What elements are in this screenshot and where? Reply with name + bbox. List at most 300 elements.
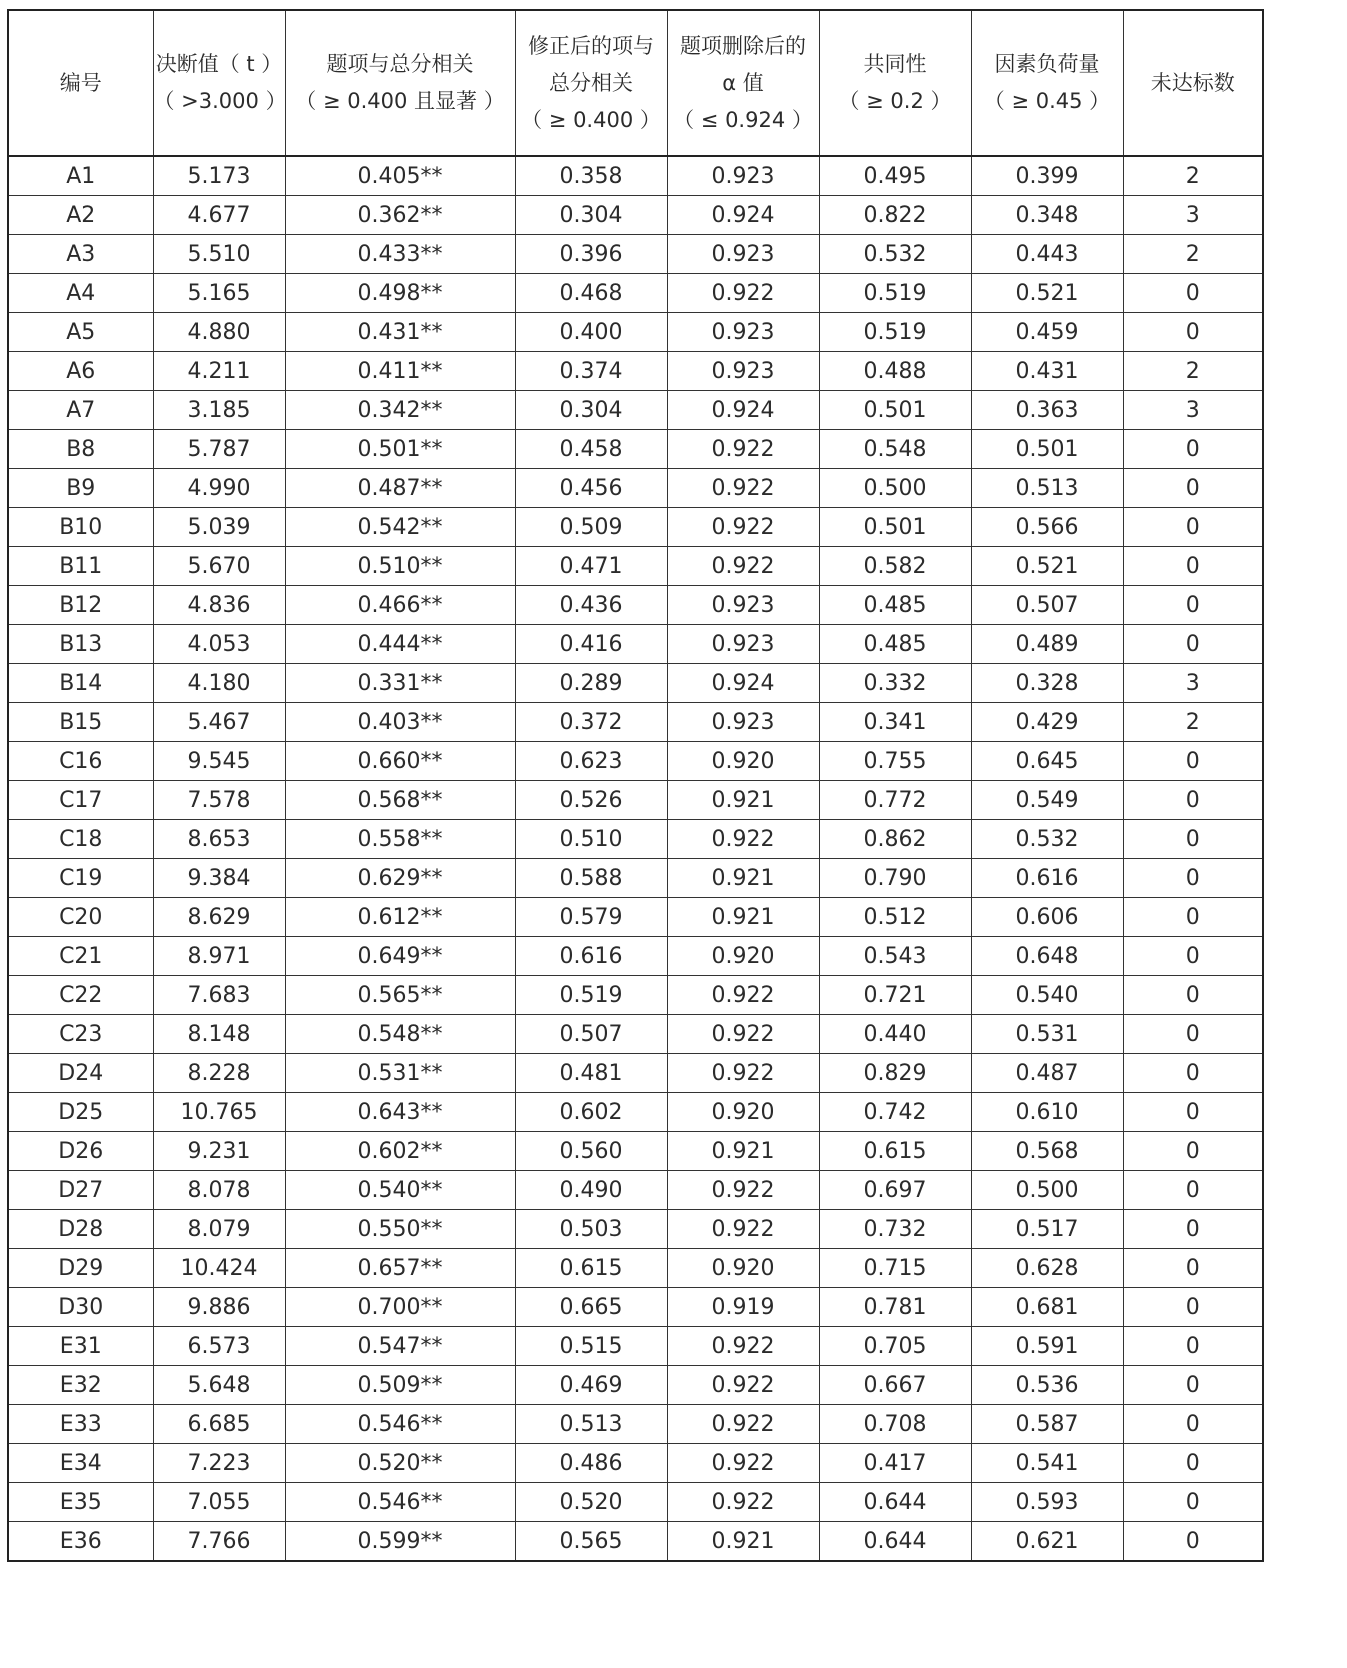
table-cell: 0 <box>1123 898 1263 937</box>
table-cell: 0.489 <box>971 625 1123 664</box>
table-cell: 7.766 <box>153 1522 285 1562</box>
table-cell: 0 <box>1123 469 1263 508</box>
column-header <box>515 10 667 156</box>
table-cell: 5.165 <box>153 274 285 313</box>
table-row <box>8 1132 1263 1171</box>
table-cell: 0.405** <box>285 156 515 196</box>
table-cell: 0.542** <box>285 508 515 547</box>
item-id-cell: D26 <box>8 1132 153 1171</box>
table-cell: 0.922 <box>667 547 819 586</box>
column-header-line: 修正后的项与 <box>528 33 654 58</box>
table-cell: 0 <box>1123 1288 1263 1327</box>
item-id-cell: C19 <box>8 859 153 898</box>
item-id-cell: C17 <box>8 781 153 820</box>
table-cell: 0 <box>1123 1327 1263 1366</box>
table-cell: 4.180 <box>153 664 285 703</box>
column-header-line: 未达标数 <box>1150 70 1235 95</box>
item-id-cell: B13 <box>8 625 153 664</box>
table-cell: 0.332 <box>819 664 971 703</box>
table-cell: 0.922 <box>667 469 819 508</box>
table-cell: 0.501 <box>819 391 971 430</box>
table-cell: 0.520 <box>515 1483 667 1522</box>
table-cell: 0 <box>1123 1132 1263 1171</box>
table-cell: 0.648 <box>971 937 1123 976</box>
item-id-cell: A6 <box>8 352 153 391</box>
table-cell: 0.924 <box>667 196 819 235</box>
table-cell: 0.548** <box>285 1015 515 1054</box>
table-cell: 5.648 <box>153 1366 285 1405</box>
table-cell: 0.565 <box>515 1522 667 1562</box>
table-cell: 0.469 <box>515 1366 667 1405</box>
table-cell: 0.922 <box>667 430 819 469</box>
table-row <box>8 1288 1263 1327</box>
table-cell: 0 <box>1123 1522 1263 1562</box>
table-cell: 0.372 <box>515 703 667 742</box>
table-cell: 0.510** <box>285 547 515 586</box>
table-cell: 0.443 <box>971 235 1123 274</box>
table-cell: 0.513 <box>971 469 1123 508</box>
column-header-line: 因素负荷量 <box>994 52 1100 76</box>
table-cell: 0.459 <box>971 313 1123 352</box>
table-cell: 0 <box>1123 625 1263 664</box>
table-cell: 0.512 <box>819 898 971 937</box>
column-header-line: （ >3.000 ） <box>153 89 287 113</box>
item-id-cell: B10 <box>8 508 153 547</box>
item-id-cell: D27 <box>8 1171 153 1210</box>
table-cell: 4.880 <box>153 313 285 352</box>
table-row <box>8 508 1263 547</box>
table-cell: 0.919 <box>667 1288 819 1327</box>
table-cell: 0.485 <box>819 586 971 625</box>
column-header <box>819 10 971 156</box>
table-cell: 0.509** <box>285 1366 515 1405</box>
table-cell: 2 <box>1123 235 1263 274</box>
table-cell: 0.363 <box>971 391 1123 430</box>
table-cell: 0.579 <box>515 898 667 937</box>
table-cell: 0.541 <box>971 1444 1123 1483</box>
table-cell: 0.615 <box>819 1132 971 1171</box>
table-row <box>8 274 1263 313</box>
table-cell: 0.485 <box>819 625 971 664</box>
table-cell: 0.536 <box>971 1366 1123 1405</box>
table-cell: 0.923 <box>667 703 819 742</box>
table-row <box>8 1327 1263 1366</box>
table-row <box>8 352 1263 391</box>
table-cell: 0.565** <box>285 976 515 1015</box>
table-cell: 0.540** <box>285 1171 515 1210</box>
table-row <box>8 703 1263 742</box>
table-cell: 0.487 <box>971 1054 1123 1093</box>
table-cell: 0.628 <box>971 1249 1123 1288</box>
table-cell: 0.348 <box>971 196 1123 235</box>
table-cell: 0 <box>1123 1210 1263 1249</box>
table-row <box>8 235 1263 274</box>
table-cell: 7.578 <box>153 781 285 820</box>
table-cell: 5.467 <box>153 703 285 742</box>
table-cell: 0.921 <box>667 1522 819 1562</box>
table-cell: 0.772 <box>819 781 971 820</box>
table-cell: 0.507 <box>971 586 1123 625</box>
table-cell: 0.515 <box>515 1327 667 1366</box>
table-cell: 0.488 <box>819 352 971 391</box>
table-cell: 0.922 <box>667 1405 819 1444</box>
table-body <box>8 156 1263 1561</box>
table-cell: 8.653 <box>153 820 285 859</box>
table-cell: 0.532 <box>819 235 971 274</box>
table-cell: 0.431** <box>285 313 515 352</box>
table-cell: 0.498** <box>285 274 515 313</box>
table-cell: 0.509 <box>515 508 667 547</box>
table-cell: 6.573 <box>153 1327 285 1366</box>
table-cell: 2 <box>1123 156 1263 196</box>
table-cell: 0.665 <box>515 1288 667 1327</box>
table-row <box>8 625 1263 664</box>
item-id-cell: E36 <box>8 1522 153 1562</box>
table-cell: 0 <box>1123 1444 1263 1483</box>
item-id-cell: A7 <box>8 391 153 430</box>
table-cell: 0.466** <box>285 586 515 625</box>
table-cell: 0.629** <box>285 859 515 898</box>
table-cell: 8.078 <box>153 1171 285 1210</box>
item-id-cell: C18 <box>8 820 153 859</box>
table-cell: 0.517 <box>971 1210 1123 1249</box>
table-cell: 0.304 <box>515 196 667 235</box>
table-cell: 0.531 <box>971 1015 1123 1054</box>
table-cell: 0.923 <box>667 313 819 352</box>
table-cell: 0.923 <box>667 586 819 625</box>
column-header <box>1123 10 1263 156</box>
table-cell: 7.683 <box>153 976 285 1015</box>
item-id-cell: E35 <box>8 1483 153 1522</box>
table-cell: 0.521 <box>971 547 1123 586</box>
table-cell: 0.920 <box>667 742 819 781</box>
table-cell: 4.053 <box>153 625 285 664</box>
table-cell: 9.886 <box>153 1288 285 1327</box>
table-cell: 0.490 <box>515 1171 667 1210</box>
table-cell: 0.548 <box>819 430 971 469</box>
table-cell: 0.433** <box>285 235 515 274</box>
table-cell: 0.667 <box>819 1366 971 1405</box>
table-cell: 0.923 <box>667 235 819 274</box>
table-cell: 9.545 <box>153 742 285 781</box>
table-cell: 0 <box>1123 781 1263 820</box>
table-cell: 0.643** <box>285 1093 515 1132</box>
column-header <box>153 10 285 156</box>
table-cell: 0.612** <box>285 898 515 937</box>
table-cell: 0.568** <box>285 781 515 820</box>
table-cell: 0.921 <box>667 1132 819 1171</box>
table-row <box>8 1366 1263 1405</box>
table-cell: 0 <box>1123 937 1263 976</box>
table-cell: 0.697 <box>819 1171 971 1210</box>
table-row <box>8 1522 1263 1562</box>
table-cell: 0 <box>1123 586 1263 625</box>
table-cell: 0 <box>1123 1171 1263 1210</box>
table-row <box>8 898 1263 937</box>
table-cell: 8.971 <box>153 937 285 976</box>
item-id-cell: B14 <box>8 664 153 703</box>
table-cell: 4.211 <box>153 352 285 391</box>
table-cell: 0.645 <box>971 742 1123 781</box>
table-cell: 0.417 <box>819 1444 971 1483</box>
table-cell: 0.922 <box>667 1210 819 1249</box>
item-id-cell: A3 <box>8 235 153 274</box>
table-cell: 8.079 <box>153 1210 285 1249</box>
table-cell: 0.922 <box>667 1054 819 1093</box>
table-cell: 0.829 <box>819 1054 971 1093</box>
table-cell: 3.185 <box>153 391 285 430</box>
table-cell: 0 <box>1123 508 1263 547</box>
item-id-cell: B15 <box>8 703 153 742</box>
table-cell: 6.685 <box>153 1405 285 1444</box>
table-cell: 0.362** <box>285 196 515 235</box>
table-cell: 0.560 <box>515 1132 667 1171</box>
table-cell: 0.520** <box>285 1444 515 1483</box>
table-row <box>8 196 1263 235</box>
table-cell: 0.587 <box>971 1405 1123 1444</box>
table-cell: 0.924 <box>667 391 819 430</box>
item-id-cell: D24 <box>8 1054 153 1093</box>
table-cell: 5.670 <box>153 547 285 586</box>
table-cell: 0.549 <box>971 781 1123 820</box>
table-cell: 0.289 <box>515 664 667 703</box>
column-header <box>285 10 515 156</box>
table-row <box>8 820 1263 859</box>
table-cell: 0.456 <box>515 469 667 508</box>
item-id-cell: A4 <box>8 274 153 313</box>
item-id-cell: C16 <box>8 742 153 781</box>
table-row <box>8 859 1263 898</box>
table-cell: 0.399 <box>971 156 1123 196</box>
table-cell: 0.374 <box>515 352 667 391</box>
table-cell: 0.458 <box>515 430 667 469</box>
table-cell: 0.543 <box>819 937 971 976</box>
table-cell: 0.923 <box>667 156 819 196</box>
table-cell: 0.615 <box>515 1249 667 1288</box>
table-cell: 0.582 <box>819 547 971 586</box>
table-cell: 0 <box>1123 430 1263 469</box>
table-row <box>8 1405 1263 1444</box>
table-cell: 0.519 <box>515 976 667 1015</box>
table-cell: 0 <box>1123 313 1263 352</box>
item-id-cell: E33 <box>8 1405 153 1444</box>
table-cell: 0.922 <box>667 508 819 547</box>
column-header-line: 总分相关 <box>549 70 633 95</box>
table-cell: 0.558** <box>285 820 515 859</box>
table-cell: 0.532 <box>971 820 1123 859</box>
column-header-line: 共同性 <box>863 52 927 76</box>
item-id-cell: C23 <box>8 1015 153 1054</box>
item-id-cell: D25 <box>8 1093 153 1132</box>
table-cell: 0.526 <box>515 781 667 820</box>
table-cell: 9.231 <box>153 1132 285 1171</box>
item-id-cell: D30 <box>8 1288 153 1327</box>
table-cell: 0.403** <box>285 703 515 742</box>
table-cell: 0.923 <box>667 352 819 391</box>
table-cell: 0.411** <box>285 352 515 391</box>
table-row <box>8 1210 1263 1249</box>
table-cell: 0.500 <box>971 1171 1123 1210</box>
table-cell: 5.510 <box>153 235 285 274</box>
column-header-line: （ ≤ 0.924 ） <box>673 107 813 132</box>
table-cell: 0.921 <box>667 898 819 937</box>
table-cell: 8.228 <box>153 1054 285 1093</box>
table-cell: 0.922 <box>667 274 819 313</box>
table-row <box>8 976 1263 1015</box>
table-cell: 0 <box>1123 547 1263 586</box>
table-cell: 0.547** <box>285 1327 515 1366</box>
table-cell: 0.922 <box>667 1444 819 1483</box>
table-cell: 0.546** <box>285 1405 515 1444</box>
table-cell: 0.920 <box>667 1249 819 1288</box>
item-id-cell: E32 <box>8 1366 153 1405</box>
item-id-cell: D28 <box>8 1210 153 1249</box>
table-cell: 0 <box>1123 820 1263 859</box>
table-row <box>8 1171 1263 1210</box>
table-cell: 0.519 <box>819 274 971 313</box>
table-cell: 0.644 <box>819 1483 971 1522</box>
table-cell: 0.593 <box>971 1483 1123 1522</box>
table-cell: 0.519 <box>819 313 971 352</box>
header-row <box>8 10 1263 156</box>
table-cell: 8.148 <box>153 1015 285 1054</box>
table-cell: 0.416 <box>515 625 667 664</box>
table-cell: 0.922 <box>667 820 819 859</box>
item-id-cell: C22 <box>8 976 153 1015</box>
column-header-line: 题项删除后的 <box>680 33 806 58</box>
table-cell: 0.732 <box>819 1210 971 1249</box>
table-cell: 0.429 <box>971 703 1123 742</box>
table-cell: 0.521 <box>971 274 1123 313</box>
table-row <box>8 742 1263 781</box>
table-cell: 3 <box>1123 391 1263 430</box>
table-cell: 0 <box>1123 859 1263 898</box>
table-row <box>8 313 1263 352</box>
table-cell: 0.486 <box>515 1444 667 1483</box>
item-id-cell: C20 <box>8 898 153 937</box>
table-cell: 5.173 <box>153 156 285 196</box>
table-row <box>8 781 1263 820</box>
column-header-line: 决断值（ t ） <box>155 52 283 76</box>
table-cell: 0.923 <box>667 625 819 664</box>
table-cell: 0.705 <box>819 1327 971 1366</box>
table-cell: 0.755 <box>819 742 971 781</box>
table-row <box>8 1015 1263 1054</box>
column-header <box>8 10 153 156</box>
column-header-line: （ ≥ 0.45 ） <box>983 89 1111 113</box>
table-cell: 0.922 <box>667 1171 819 1210</box>
item-id-cell: E31 <box>8 1327 153 1366</box>
table-cell: 0.501 <box>971 430 1123 469</box>
table-cell: 0.396 <box>515 235 667 274</box>
item-id-cell: B9 <box>8 469 153 508</box>
table-cell: 0 <box>1123 1054 1263 1093</box>
table-cell: 0.487** <box>285 469 515 508</box>
table-cell: 2 <box>1123 352 1263 391</box>
table-cell: 0.550** <box>285 1210 515 1249</box>
item-id-cell: D29 <box>8 1249 153 1288</box>
column-header-line: 编号 <box>59 70 102 95</box>
table-cell: 0.331** <box>285 664 515 703</box>
table-cell: 0.644 <box>819 1522 971 1562</box>
table-cell: 0.921 <box>667 859 819 898</box>
table-cell: 0.621 <box>971 1522 1123 1562</box>
table-cell: 0.501 <box>819 508 971 547</box>
table-cell: 0.341 <box>819 703 971 742</box>
table-cell: 0.681 <box>971 1288 1123 1327</box>
table-cell: 5.787 <box>153 430 285 469</box>
table-cell: 7.055 <box>153 1483 285 1522</box>
table-cell: 9.384 <box>153 859 285 898</box>
table-cell: 0.436 <box>515 586 667 625</box>
table-cell: 0.540 <box>971 976 1123 1015</box>
table-cell: 0 <box>1123 1405 1263 1444</box>
table-cell: 0 <box>1123 1015 1263 1054</box>
column-header <box>667 10 819 156</box>
table-cell: 0.610 <box>971 1093 1123 1132</box>
table-cell: 0 <box>1123 274 1263 313</box>
table-cell: 0.708 <box>819 1405 971 1444</box>
table-cell: 0.510 <box>515 820 667 859</box>
table-cell: 0.660** <box>285 742 515 781</box>
table-cell: 0.531** <box>285 1054 515 1093</box>
table-cell: 0.513 <box>515 1405 667 1444</box>
table-cell: 0.721 <box>819 976 971 1015</box>
table-cell: 0 <box>1123 1366 1263 1405</box>
table-cell: 0.481 <box>515 1054 667 1093</box>
table-cell: 0.715 <box>819 1249 971 1288</box>
table-cell: 0.568 <box>971 1132 1123 1171</box>
table-cell: 0.922 <box>667 1327 819 1366</box>
column-header-line: （ ≥ 0.400 且显著 ） <box>295 89 505 113</box>
column-header-line: （ ≥ 0.400 ） <box>521 107 661 132</box>
table-row <box>8 586 1263 625</box>
table-row <box>8 1249 1263 1288</box>
column-header-line: 题项与总分相关 <box>326 52 474 76</box>
table-row <box>8 937 1263 976</box>
table-cell: 0.546** <box>285 1483 515 1522</box>
column-header <box>971 10 1123 156</box>
table-cell: 0.591 <box>971 1327 1123 1366</box>
item-id-cell: E34 <box>8 1444 153 1483</box>
table-cell: 0.781 <box>819 1288 971 1327</box>
table-cell: 4.677 <box>153 196 285 235</box>
table-cell: 0.920 <box>667 1093 819 1132</box>
table-row <box>8 1444 1263 1483</box>
table-cell: 0.616 <box>971 859 1123 898</box>
table-cell: 0.495 <box>819 156 971 196</box>
item-id-cell: B12 <box>8 586 153 625</box>
table-cell: 0.400 <box>515 313 667 352</box>
table-cell: 0.606 <box>971 898 1123 937</box>
table-cell: 0.862 <box>819 820 971 859</box>
table-cell: 0.657** <box>285 1249 515 1288</box>
item-id-cell: A2 <box>8 196 153 235</box>
item-id-cell: A5 <box>8 313 153 352</box>
item-id-cell: B8 <box>8 430 153 469</box>
table-cell: 0.922 <box>667 1483 819 1522</box>
table-cell: 0 <box>1123 1249 1263 1288</box>
table-cell: 0.304 <box>515 391 667 430</box>
table-cell: 0 <box>1123 742 1263 781</box>
table-cell: 0 <box>1123 1483 1263 1522</box>
item-id-cell: B11 <box>8 547 153 586</box>
table-cell: 2 <box>1123 703 1263 742</box>
table-row <box>8 156 1263 196</box>
table-cell: 0.566 <box>971 508 1123 547</box>
table-row <box>8 1054 1263 1093</box>
item-analysis-table <box>7 9 1264 1562</box>
